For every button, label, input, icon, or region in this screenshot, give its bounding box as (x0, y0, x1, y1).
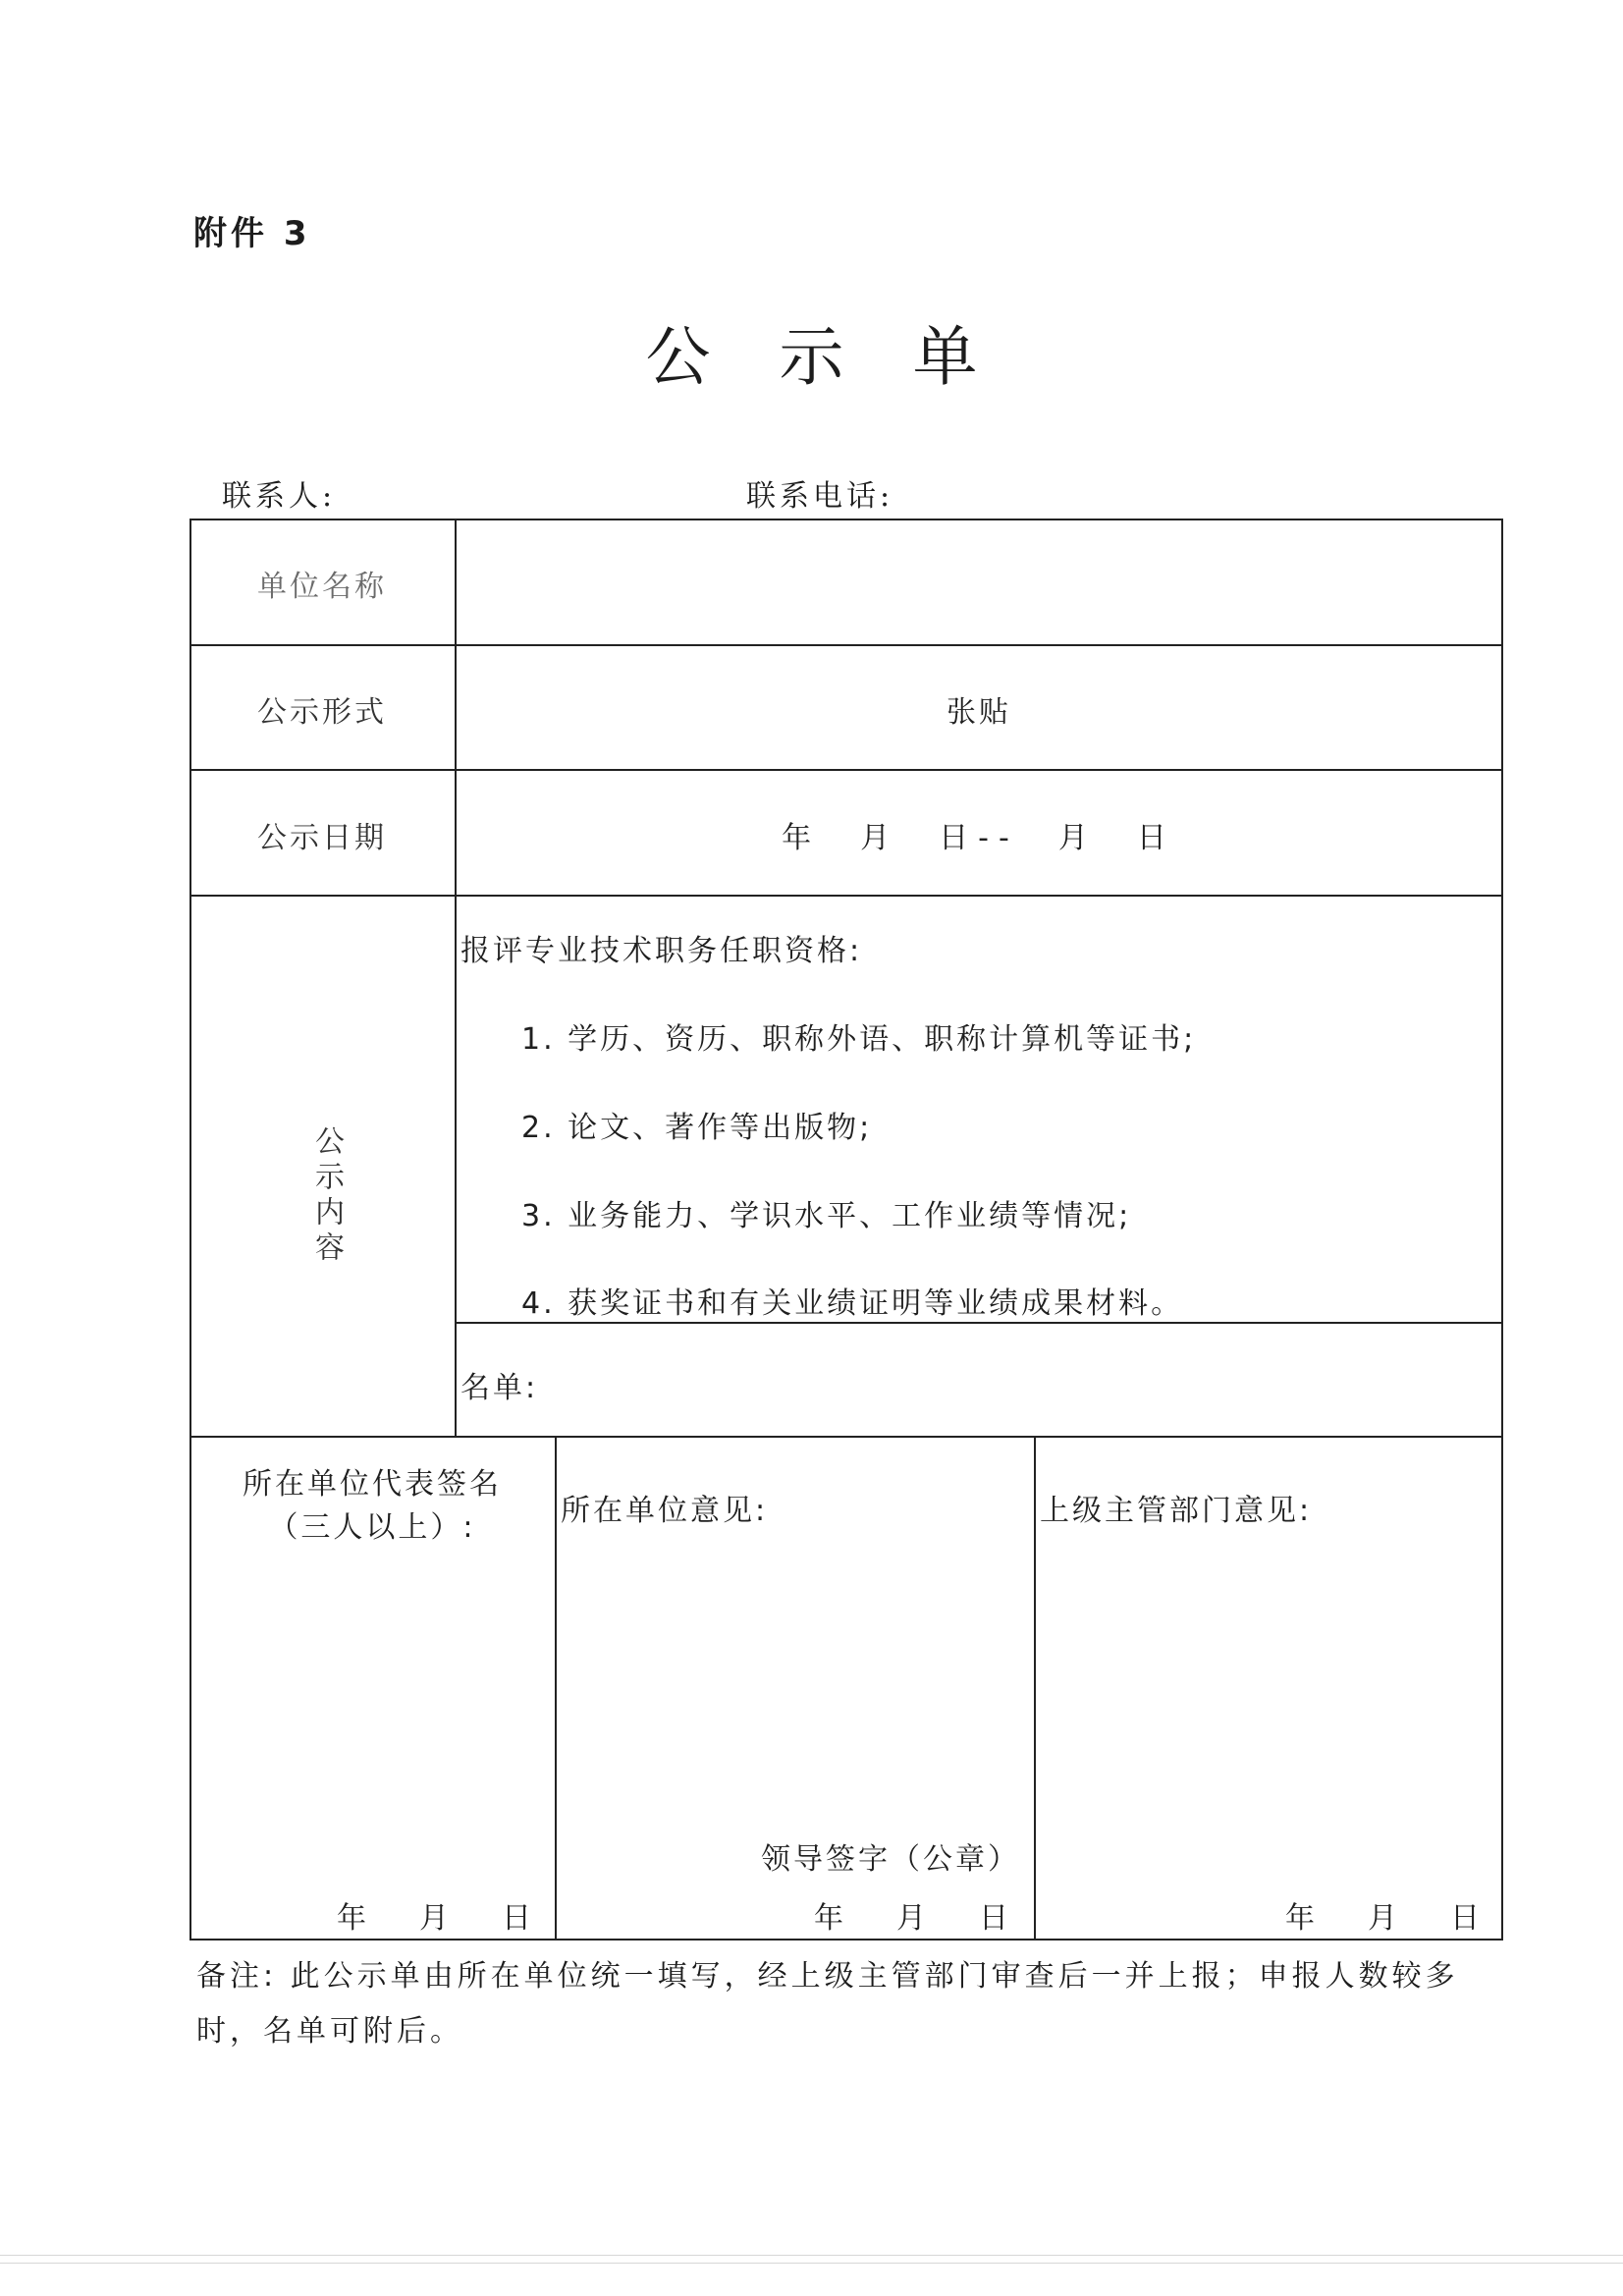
content-item: 1. 学历、资历、职称外语、职称计算机等证书; (521, 1022, 1197, 1057)
unit-name-value[interactable] (484, 562, 1466, 601)
label-column-divider (455, 519, 457, 1436)
contact-phone-label: 联系电话: (746, 479, 894, 514)
publicity-form-value: 张贴 (947, 695, 1011, 730)
attachment-label: 附件 3 (193, 214, 311, 253)
publicity-content-label: 公示内容 (309, 1125, 344, 1267)
row-divider-2 (189, 769, 1503, 771)
superior-opinion-label: 上级主管部门意见: (1040, 1494, 1313, 1528)
row-divider-1 (189, 644, 1503, 646)
publicity-form-label: 公示形式 (257, 695, 387, 730)
leader-signature-label: 领导签字（公章） (761, 1842, 1020, 1877)
content-item: 2. 论文、著作等出版物; (521, 1111, 873, 1145)
representative-signature-label: 所在单位代表签名 (243, 1467, 502, 1502)
remark-note: 备注: 此公示单由所在单位统一填写，经上级主管部门审查后一并上报；申报人数较多时，名单可附后。 (196, 1959, 1459, 2049)
content-item: 4. 获奖证书和有关业绩证明等业绩成果材料。 (521, 1286, 1184, 1321)
publicity-form-table (189, 519, 1503, 1939)
page-title: 公示单 (645, 319, 1047, 395)
row-divider-3 (189, 895, 1503, 897)
scan-edge-line (0, 2263, 1623, 2264)
unit-opinion-date: 年 月 日 (814, 1901, 1020, 1936)
table-border-right (1501, 519, 1503, 1941)
table-border-top (189, 519, 1503, 520)
contact-person-label: 联系人: (222, 479, 337, 514)
publicity-date-label: 公示日期 (257, 821, 387, 855)
content-name-divider (455, 1322, 1503, 1324)
table-border-bottom (189, 1939, 1503, 1941)
publicity-date-value: 年 月 日-- 月 日 (782, 821, 1176, 855)
scan-edge-line (0, 2255, 1623, 2256)
signature-divider-2 (1034, 1436, 1036, 1941)
representative-signature-note: （三人以上）: (268, 1510, 476, 1545)
table-border-left (189, 519, 191, 1941)
content-heading: 报评专业技术职务任职资格: (460, 934, 863, 968)
unit-opinion-label: 所在单位意见: (561, 1494, 769, 1528)
row-divider-4 (189, 1436, 1503, 1438)
name-list-label: 名单: (460, 1371, 539, 1405)
superior-opinion-date: 年 月 日 (1285, 1901, 1491, 1936)
unit-name-label: 单位名称 (257, 570, 387, 604)
representative-date: 年 月 日 (337, 1901, 543, 1936)
content-item: 3. 业务能力、学识水平、工作业绩等情况; (521, 1199, 1132, 1233)
